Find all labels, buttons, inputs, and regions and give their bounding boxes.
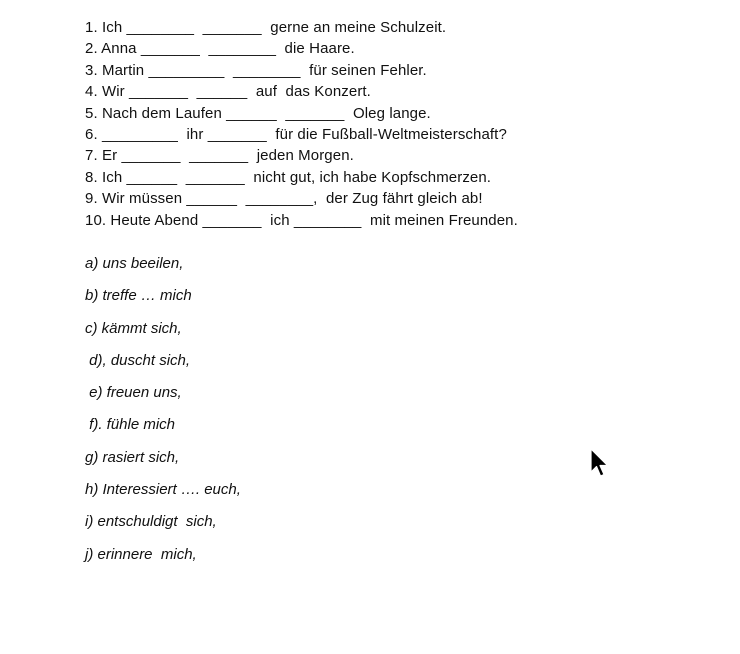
option-j: j) erinnere mich, — [85, 545, 197, 563]
mouse-pointer-icon — [590, 448, 610, 480]
option-e: e) freuen uns, — [85, 384, 182, 402]
option-b: b) treffe … mich — [85, 287, 192, 305]
sentence-7: 7. Er _______ _______ jeden Morgen. — [85, 147, 354, 165]
sentence-4: 4. Wir _______ ______ auf das Konzert. — [85, 83, 371, 101]
option-g: g) rasiert sich, — [85, 448, 180, 466]
sentence-8: 8. Ich ______ _______ nicht gut, ich habe Kopfschmerzen. — [85, 168, 492, 186]
sentence-5: 5. Nach dem Laufen ______ _______ Oleg lange. — [85, 104, 431, 122]
option-h: h) Interessiert …. euch, — [85, 481, 241, 499]
exercise-sentences — [85, 17, 518, 231]
sentence-6: 6. _________ ihr _______ für die Fußball-Weltmeisterschaft? — [85, 125, 507, 143]
option-c: c) kämmt sich, — [85, 319, 182, 337]
sentence-2: 2. Anna _______ ________ die Haare. — [85, 40, 355, 58]
option-d: d), duscht sich, — [85, 351, 191, 369]
sentence-10: 10. Heute Abend _______ ich ________ mit meinen Freunden. — [85, 211, 518, 229]
mouse-pointer-shape — [591, 449, 608, 476]
sentence-1: 1. Ich ________ _______ gerne an meine Schulzeit. — [85, 19, 447, 36]
option-a: a) uns beeilen, — [85, 255, 184, 272]
option-f: f). fühle mich — [85, 416, 176, 434]
sentence-9: 9. Wir müssen ______ ________, der Zug fährt gleich ab! — [85, 190, 483, 208]
answer-options — [85, 253, 241, 576]
option-i: i) entschuldigt sich, — [85, 513, 217, 531]
sentence-3: 3. Martin _________ ________ für seinen Fehler. — [85, 61, 427, 79]
